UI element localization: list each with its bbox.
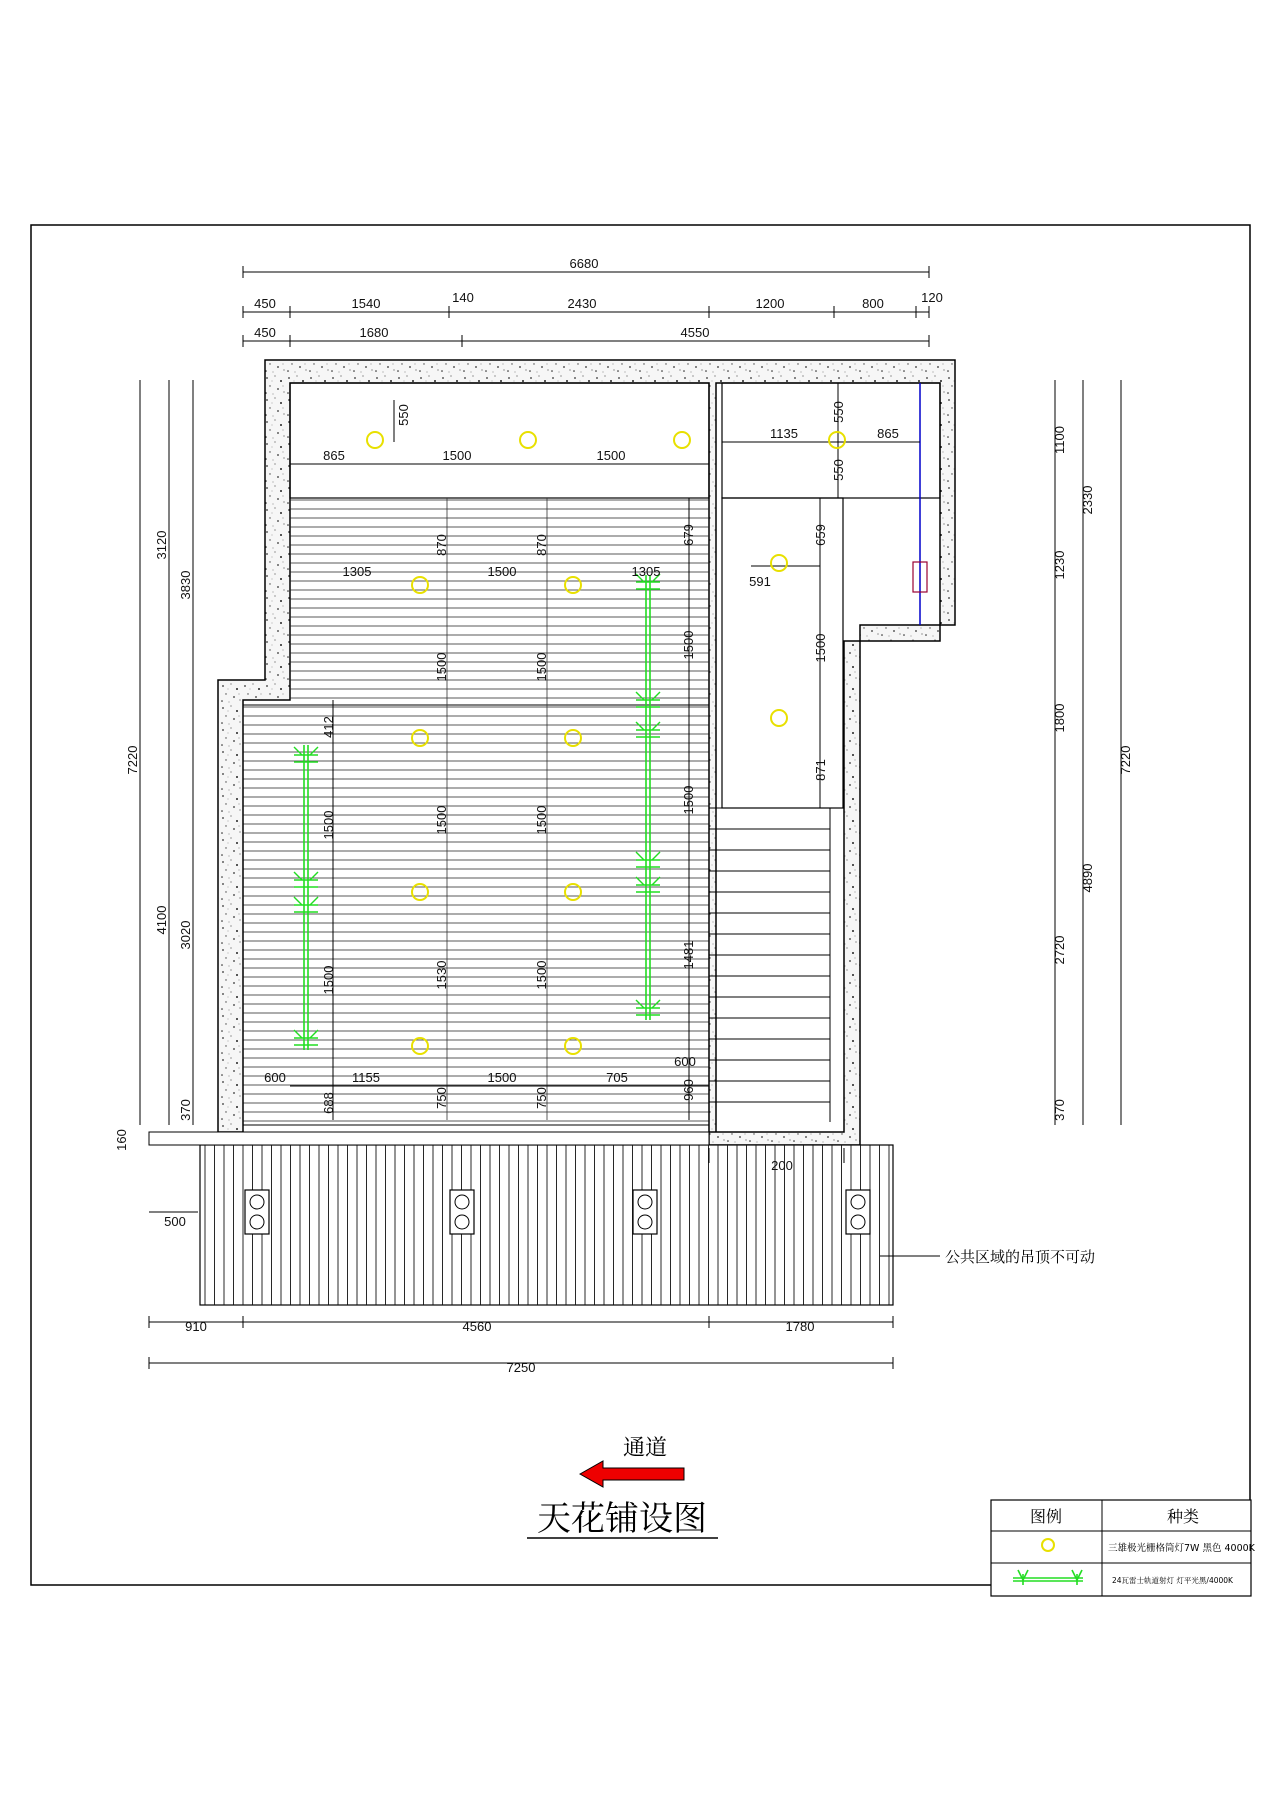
dim-bot-total: 7250 [506,1360,536,1375]
dim-right-1100: 1100 [1052,426,1067,454]
dim-ur-865: 865 [877,426,899,441]
downlight-icon [771,555,787,571]
public-area-note [880,1248,1095,1266]
drawing-title: 天花铺设图 [537,1499,707,1539]
dim-top2-1680: 1680 [359,325,389,340]
downlight-icon [771,710,787,726]
dim-c1-1500-a: 1500 [434,652,449,682]
dim-l-1500-b: 1500 [321,965,336,995]
dim-int-1500-b: 1500 [596,448,626,463]
downlight-icon [674,432,690,448]
dim-left-4100: 4100 [154,905,169,935]
track-spotlight-icon [652,722,660,730]
dim-b-960: 960 [681,1079,696,1101]
dim-left-3120: 3120 [154,530,169,560]
dim-b-1500: 1500 [487,1070,517,1085]
dim-left-3020: 3020 [178,920,193,950]
downlight-icon [412,884,428,900]
dim-b-705: 705 [606,1070,628,1085]
dim-top-140: 140 [452,290,474,305]
dim-grid-1305-b: 1305 [631,564,661,579]
dim-right-370: 370 [1052,1099,1067,1121]
dim-c2-1500-a: 1500 [534,652,549,682]
dim-rm-591: 591 [749,574,771,589]
dim-c1-1530: 1530 [434,960,449,990]
air-vent [633,1190,657,1234]
dim-grid-679: 679 [681,524,696,546]
downlight-icon [412,730,428,746]
dim-l-412: 412 [321,716,336,738]
passage-indicator [580,1436,684,1487]
dim-ur-1135: 1135 [770,426,798,441]
dim-top-450: 450 [254,296,276,311]
air-vent [846,1190,870,1234]
dim-r-1500-a: 1500 [681,630,696,660]
legend-table [991,1500,1256,1596]
dim-int-1500-a: 1500 [442,448,472,463]
dim-ur-550-b: 550 [831,459,846,481]
downlight-icon [412,577,428,593]
track-spotlight-icon [310,747,318,755]
dim-rm-659: 659 [813,524,828,546]
dim-c2-1500-b: 1500 [534,805,549,835]
public-area-note-text: 公共区域的吊顶不可动 [945,1248,1096,1266]
dim-grid-1305-a: 1305 [342,564,372,579]
dim-b-750-b: 750 [534,1087,549,1109]
track-spotlight-icon [652,692,660,700]
dim-b-688: 688 [321,1092,336,1114]
downlight-icon [367,432,383,448]
dim-right-4890: 4890 [1080,863,1095,893]
dim-stair-200: 200 [771,1158,793,1173]
downlight-icon [565,730,581,746]
dim-left-7220: 7220 [125,745,140,775]
dim-bot-4560: 4560 [462,1319,492,1334]
dim-r-1500-b: 1500 [681,785,696,815]
dim-left-3830: 3830 [178,570,193,600]
dim-right-2720: 2720 [1052,935,1067,965]
air-vent [245,1190,269,1234]
dim-top2-450: 450 [254,325,276,340]
dim-top-1540: 1540 [351,296,381,311]
dim-top-120: 120 [921,290,943,305]
dim-top-1200: 1200 [755,296,785,311]
left-arrow-icon [580,1461,684,1487]
slat-ceiling-main [243,500,709,1125]
legend-row-downlight-text: 三雄极光栅格筒灯7W 黑色 4000K [1108,1543,1255,1554]
dim-int-865: 865 [323,448,345,463]
dim-c2-1500-c: 1500 [534,960,549,990]
dim-top2-4550: 4550 [680,325,710,340]
track-lights [294,574,660,1050]
dim-ur-550-a: 550 [831,401,846,423]
dim-top-2430: 2430 [567,296,597,311]
dim-l-1500-a: 1500 [321,810,336,840]
dim-bot-1780: 1780 [785,1319,815,1334]
dim-grid-870-a: 870 [434,534,449,556]
staircase [709,808,830,1122]
legend-header-type: 种类 [1166,1507,1200,1526]
dim-rm-1500: 1500 [813,633,828,663]
air-vent [450,1190,474,1234]
legend-header-symbol: 图例 [1029,1507,1063,1526]
passage-label: 通道 [622,1436,668,1461]
track-spotlight-icon [310,872,318,880]
track-spotlight-icon [636,692,644,700]
dim-left-160: 160 [114,1129,129,1151]
dim-top-800: 800 [862,296,884,311]
dim-right-2330: 2330 [1080,485,1095,515]
dim-right-1800: 1800 [1052,703,1067,733]
dim-b-600-a: 600 [264,1070,286,1085]
dim-b-600-b: 600 [674,1054,696,1069]
pillar [913,383,927,625]
dim-top-total: 6680 [569,256,599,271]
dim-right-7220: 7220 [1118,745,1133,775]
dim-b-1155: 1155 [352,1070,380,1085]
dim-c1-1500-b: 1500 [434,805,449,835]
legend-row-track-text: 24瓦雷士轨道射灯 灯平光黑/4000K [1112,1576,1233,1585]
dim-rm-871: 871 [813,759,828,781]
dim-grid-1500: 1500 [487,564,517,579]
track-spotlight-icon [636,722,644,730]
downlight-icon [829,432,845,448]
dim-left-500: 500 [164,1214,186,1229]
dim-int-550: 550 [396,404,411,426]
ceiling-slat-frame [243,705,709,1125]
track-spotlight-icon [310,897,318,905]
threshold-strip [149,1132,709,1145]
track-spotlight-icon [294,897,302,905]
dim-r-1481: 1481 [681,940,696,970]
dim-left-370: 370 [178,1099,193,1121]
dim-right-1230: 1230 [1052,550,1067,580]
downlight-icon [565,577,581,593]
track-spotlight-icon [652,852,660,860]
track-spotlight-icon [636,852,644,860]
track-spotlight-icon [294,872,302,880]
track-spotlight-icon [294,747,302,755]
downlight-icon [565,884,581,900]
dim-bot-910: 910 [185,1319,207,1334]
dim-grid-870-b: 870 [534,534,549,556]
downlight-icon [520,432,536,448]
dim-b-750-a: 750 [434,1087,449,1109]
